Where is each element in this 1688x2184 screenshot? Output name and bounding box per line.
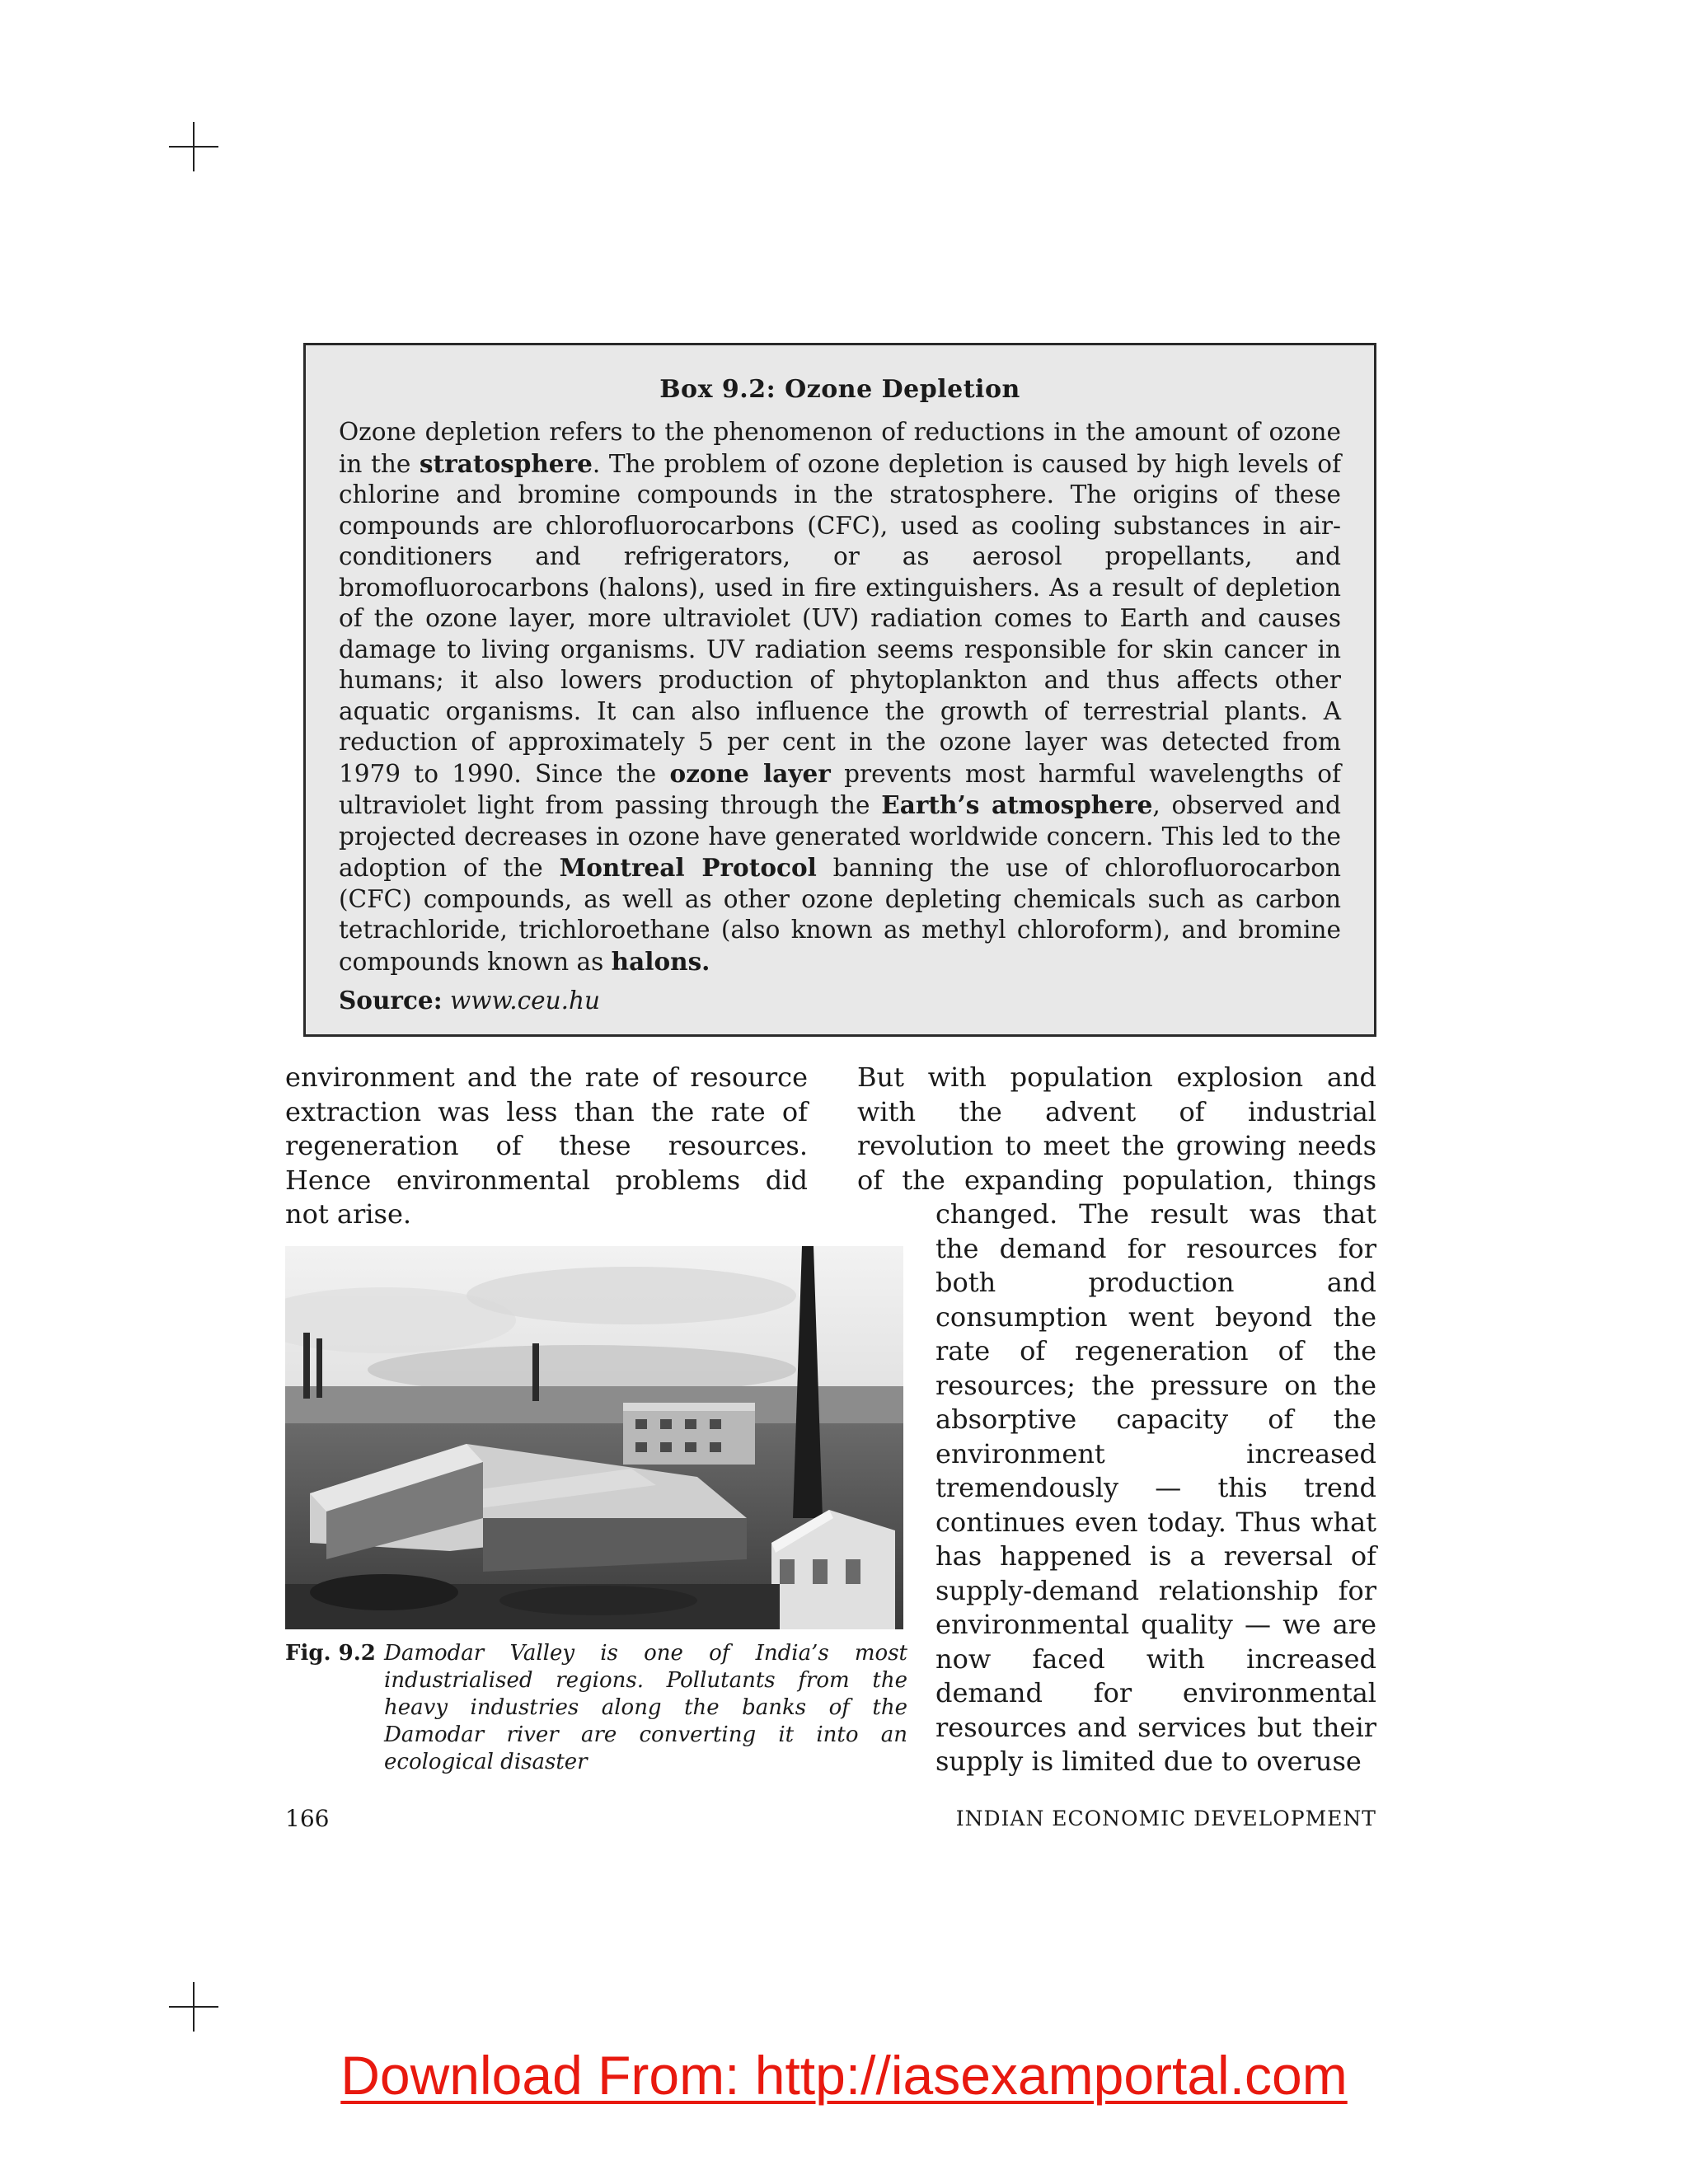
box-text-segment: . The problem of ozone depletion is caused by high levels of chlorine and bromine compounds in the stratosphere. The origins of these compounds are chlorofluorocarbons (CFC), used as cooling substances in air-conditioners and refrigerators, or as aerosol propellants, and bromofluorocarbons (halons), used in fire extinguishers. As a result of depletion of the ozone layer, more ultraviolet (UV) radiation comes to Earth and causes damage to living organisms. UV radiation seems responsible for skin cancer in humans; it also lowers production of phytoplankton and thus affects other aquatic organisms. It can also influence the growth of terrestrial plants. A reduction of approximately 5 per cent in the ozone layer was detected from 1979 to 1990. Since the [339, 449, 1341, 788]
box-bold-term: halons. [611, 946, 710, 976]
box-bold-term: stratosphere [419, 448, 593, 478]
ozone-depletion-box [303, 343, 1376, 1037]
figure-caption-text: Damodar Valley is one of India’s most industrialised regions. Pollutants from the heavy industries along the banks of the Damodar river are converting it into an ecological disaster [384, 1641, 907, 1774]
box-bold-term: ozone layer [669, 758, 831, 788]
box-text-segment: , observed and projected decreases in ozone have generated worldwide concern. This led to the adoption of the [339, 791, 1341, 882]
box-bold-term: Earth’s atmosphere [881, 790, 1153, 819]
damodar-valley-photo [285, 1246, 903, 1629]
left-column-text: environment and the rate of resource extraction was less than the rate of regeneration of these resources. Hence environmental problems did not arise. [285, 1062, 808, 1230]
box-title: Box 9.2: Ozone Depletion [659, 375, 1020, 404]
figure-label: Fig. 9.2 [285, 1641, 376, 1666]
source-label: Source: [339, 986, 443, 1015]
download-link[interactable]: Download From: http://iasexamportal.com [340, 2045, 1348, 2106]
crop-mark-icon-top-left [169, 122, 218, 171]
box-bold-term: Montreal Protocol [559, 853, 817, 882]
running-head: INDIAN ECONOMIC DEVELOPMENT [955, 1807, 1376, 1830]
box-text-segment: banning the use of chlorofluorocarbon (CFC) compounds, as well as other ozone depleting chemicals such as carbon tetrachloride, trichloroethane (also known as methyl chloroform), and bromine compounds known as [339, 854, 1342, 976]
right-column-text-top: But with population explosion and with the advent of industrial revolution to meet the growing needs of the expanding population, things [857, 1062, 1376, 1196]
source-url: www.ceu.hu [449, 987, 600, 1015]
right-column-text-bottom: changed. The result was that the demand for resources for both production and consumption went beyond the rate of regeneration of the resources; the pressure on the absorptive capacity of the environment increased tremendously — this trend continues even today. Thus what has happened is a reversal of supply-demand relationship for environmental quality — we are now faced with increased demand for environmental resources and services but their supply is limited due to overuse [935, 1198, 1376, 1777]
box-text-segment: prevents most harmful wavelengths of ultraviolet light from passing through the [339, 759, 1341, 819]
box-source [339, 986, 1341, 1015]
figure-caption [285, 1640, 907, 1776]
box-body [339, 417, 1341, 977]
crop-mark-icon-bottom-left [169, 1982, 218, 2032]
page-number: 166 [285, 1805, 330, 1832]
box-text-segment: Ozone depletion refers to the phenomenon of reductions in the amount of ozone in the [339, 418, 1341, 478]
